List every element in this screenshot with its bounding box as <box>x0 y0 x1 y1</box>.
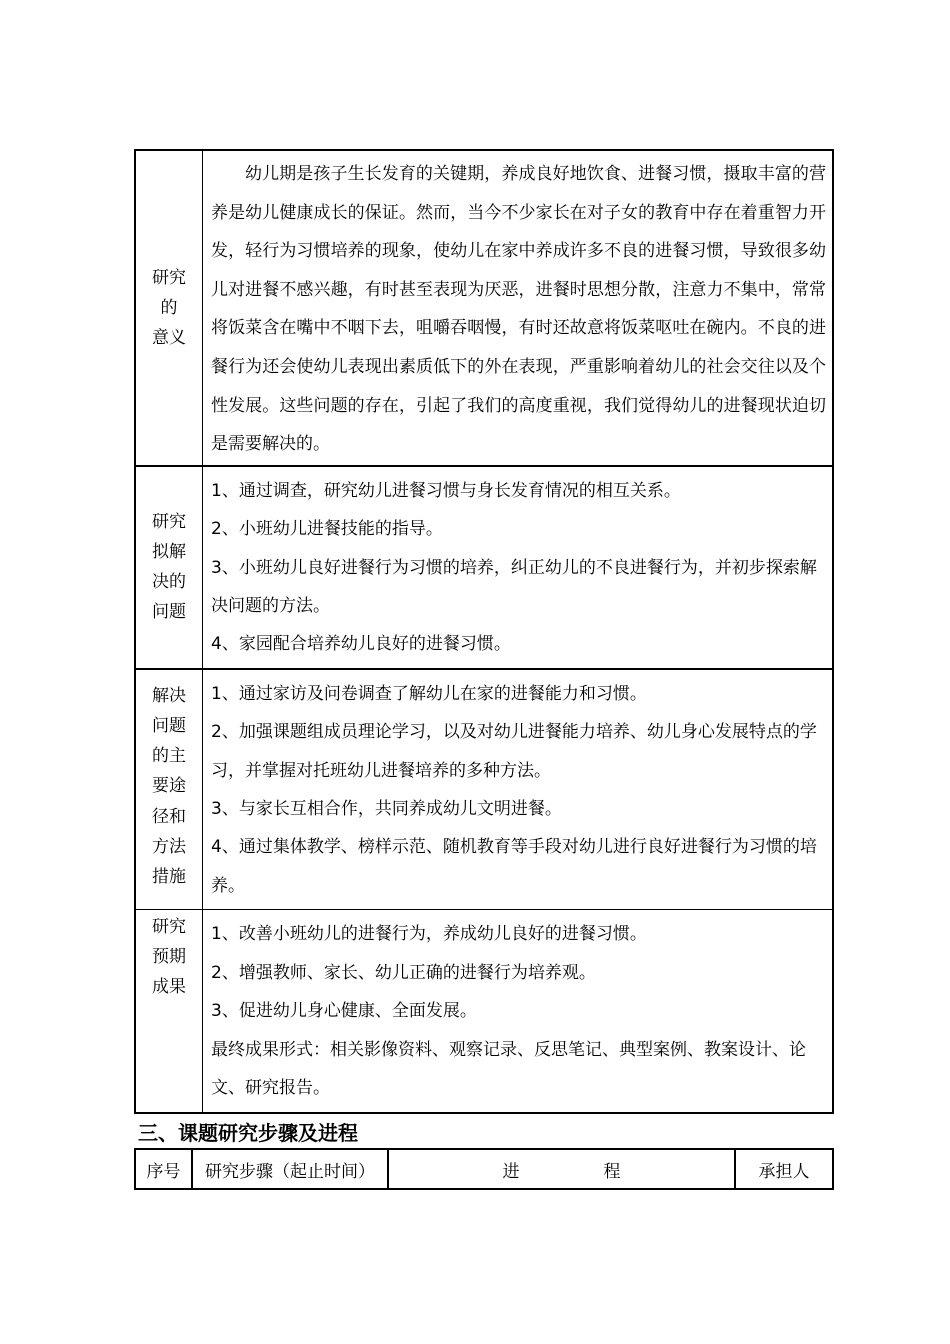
label-line: 径和 <box>152 806 186 827</box>
label-line: 方法 <box>152 836 186 857</box>
list-item: 1、改善小班幼儿的进餐行为，养成幼儿良好的进餐习惯。 <box>211 924 647 945</box>
section-methods <box>135 669 833 910</box>
section-body <box>203 150 834 466</box>
section-body <box>203 669 834 910</box>
steps-table <box>134 1148 834 1190</box>
label-line: 问题 <box>152 602 186 623</box>
list-item: 1、通过调查，研究幼儿进餐习惯与身长发育情况的相互关系。 <box>211 480 681 501</box>
steps-section-title: 三、课题研究步骤及进程 <box>138 1121 358 1145</box>
label-line: 决的 <box>152 572 186 593</box>
list-item: 最终成果形式：相关影像资料、观察记录、反思笔记、典型案例、教案设计、论文、研究报告。 <box>211 1039 806 1099</box>
label-line: 研究 <box>152 512 186 533</box>
section-label <box>135 150 203 466</box>
list-item: 2、加强课题组成员理论学习，以及对幼儿进餐能力培养、幼儿身心发展特点的学习，并掌握对托班幼儿进餐培养的多种方法。 <box>211 722 817 781</box>
header-progress-a: 进 <box>502 1161 520 1182</box>
list-item: 4、家园配合培养幼儿良好的进餐习惯。 <box>211 634 511 655</box>
section-label <box>135 466 203 669</box>
list-item: 4、通过集体教学、榜样示范、随机教育等手段对幼儿进行良好进餐行为习惯的培养。 <box>211 837 817 896</box>
section-label <box>135 669 203 910</box>
label-line: 解决 <box>152 685 186 706</box>
section-outcomes <box>135 910 833 1113</box>
label-line: 研究 <box>152 917 186 938</box>
list-item: 2、小班幼儿进餐技能的指导。 <box>211 519 443 540</box>
label-line: 意义 <box>152 327 186 348</box>
section-label <box>135 910 203 1113</box>
section-significance <box>135 150 833 466</box>
research-plan-table <box>134 149 834 1114</box>
label-line: 问题 <box>152 715 186 736</box>
label-line: 要途 <box>152 776 186 797</box>
section-problems <box>135 466 833 669</box>
significance-paragraph: 幼儿期是孩子生长发育的关键期，养成良好地饮食、进餐习惯，摄取丰富的营养是幼儿健康成长的保证。然而，当今不少家长在对子女的教育中存在着重智力开发，轻行为习惯培养的现象，使幼儿在家中养成许多不良的进餐习惯，导致很多幼儿对进餐不感兴趣，有时甚至表现为厌恶，进餐时思想分散，注意力不集中，常常将饭菜含在嘴中不咽下去，咀嚼吞咽慢，有时还故意将饭菜呕吐在碗内。不良的进餐行为还会使幼儿表现出素质低下的外在表现，严重影响着幼儿的社会交往以及个性发展。这些问题的存在，引起了我们的高度重视，我们觉得幼儿的进餐现状迫切是需要解决的。 <box>211 164 826 455</box>
label-line: 措施 <box>152 867 186 887</box>
section-body <box>203 466 834 669</box>
list-item: 3、促进幼儿身心健康、全面发展。 <box>211 1001 477 1022</box>
list-item: 2、增强教师、家长、幼儿正确的进餐行为培养观。 <box>211 962 596 983</box>
header-seq: 序号 <box>135 1149 192 1189</box>
list-item: 3、小班幼儿良好进餐行为习惯的培养，纠正幼儿的不良进餐行为，并初步探索解决问题的方法。 <box>211 557 817 616</box>
steps-header-row <box>135 1149 833 1189</box>
list-item: 3、与家长互相合作，共同养成幼儿文明进餐。 <box>211 799 562 819</box>
header-step: 研究步骤（起止时间） <box>192 1149 388 1189</box>
header-progress <box>388 1149 735 1189</box>
section-body <box>203 910 834 1113</box>
label-line: 研究 <box>152 267 186 288</box>
label-line: 预期 <box>152 947 186 968</box>
header-owner: 承担人 <box>735 1149 833 1189</box>
header-progress-b: 程 <box>603 1161 621 1182</box>
label-line: 的 <box>160 297 178 318</box>
label-line: 拟解 <box>152 542 186 563</box>
label-line: 成果 <box>152 977 186 998</box>
list-item: 1、通过家访及问卷调查了解幼儿在家的进餐能力和习惯。 <box>211 683 647 704</box>
label-line: 的主 <box>152 746 186 767</box>
